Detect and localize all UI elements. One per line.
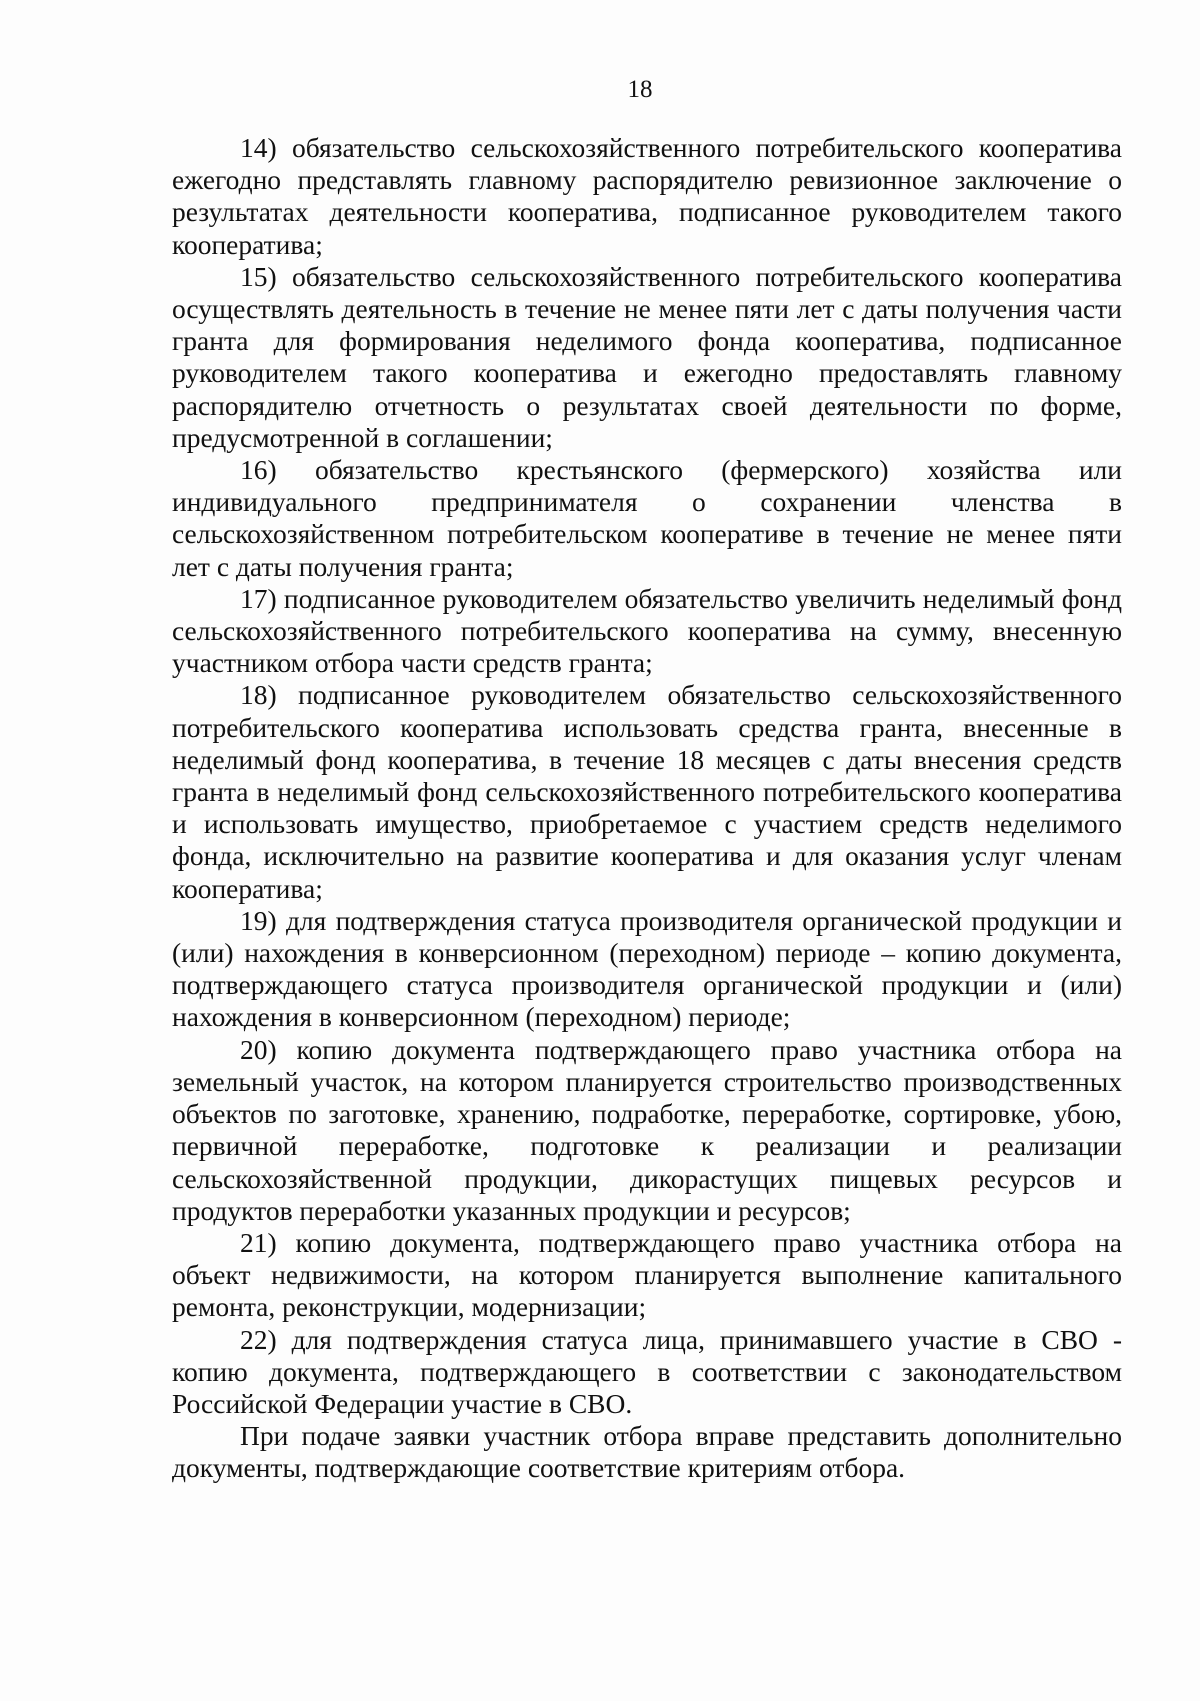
list-item-14: 14) обязательство сельскохозяйственного потребительского кооператива ежегодно представлять главному распорядителю ревизионное заключение о результатах деятельности кооператива, подписанное руководителем такого кооператива; (172, 132, 1122, 260)
list-item-21: 21) копию документа, подтверждающего право участника отбора на объект недвижимости, на котором планируется выполнение капитального ремонта, реконструкции, модернизации; (172, 1226, 1122, 1323)
list-item-22: 22) для подтверждения статуса лица, принимавшего участие в СВО - копию документа, подтверждающего в соответствии с законодательством Российской Федерации участие в СВО. (172, 1323, 1122, 1419)
document-body (172, 132, 1122, 1485)
page-number: 18 (627, 76, 653, 103)
list-item-16: 16) обязательство крестьянского (фермерского) хозяйства или индивидуального предпринимателя о сохранении членства в сельскохозяйственном потребительском кооперативе в течение не менее пяти лет с даты получения гранта; (172, 454, 1122, 582)
list-item-18: 18) подписанное руководителем обязательство сельскохозяйственного потребительского кооператива использовать средства гранта, внесенные в неделимый фонд кооператива, в течение 18 месяцев с даты внесения средств гранта в неделимый фонд сельскохозяйственного потребительского кооператива и использовать имущество, приобретаемое с участием средств неделимого фонда, исключительно на развитие кооператива и для оказания услуг членам кооператива; (172, 679, 1122, 904)
closing-paragraph: При подаче заявки участник отбора вправе представить дополнительно документы, подтверждающие соответствие критериям отбора. (172, 1420, 1122, 1484)
list-item-15: 15) обязательство сельскохозяйственного потребительского кооператива осуществлять деятельность в течение не менее пяти лет с даты получения части гранта для формирования неделимого фонда кооператива, подписанное руководителем такого кооператива и ежегодно предоставлять главному распорядителю отчетность о результатах своей деятельности по форме, предусмотренной в соглашении; (172, 260, 1122, 453)
list-item-19: 19) для подтверждения статуса производителя органической продукции и (или) нахождения в конверсионном (переходном) периоде – копию документа, подтверждающего статуса производителя органической продукции и (или) нахождения в конверсионном (переходном) периоде; (172, 904, 1122, 1033)
list-item-20: 20) копию документа подтверждающего право участника отбора на земельный участок, на котором планируется строительство производственных объектов по заготовке, хранению, подработке, переработке, сортировке, убою, первичной переработке, подготовке к реализации и реализации сельскохозяйственной продукции, дикорастущих пищевых ресурсов и продуктов переработки указанных продукции и ресурсов; (172, 1033, 1122, 1226)
list-item-17: 17) подписанное руководителем обязательство увеличить неделимый фонд сельскохозяйственного потребительского кооператива на сумму, внесенную участником отбора части средств гранта; (172, 582, 1122, 679)
